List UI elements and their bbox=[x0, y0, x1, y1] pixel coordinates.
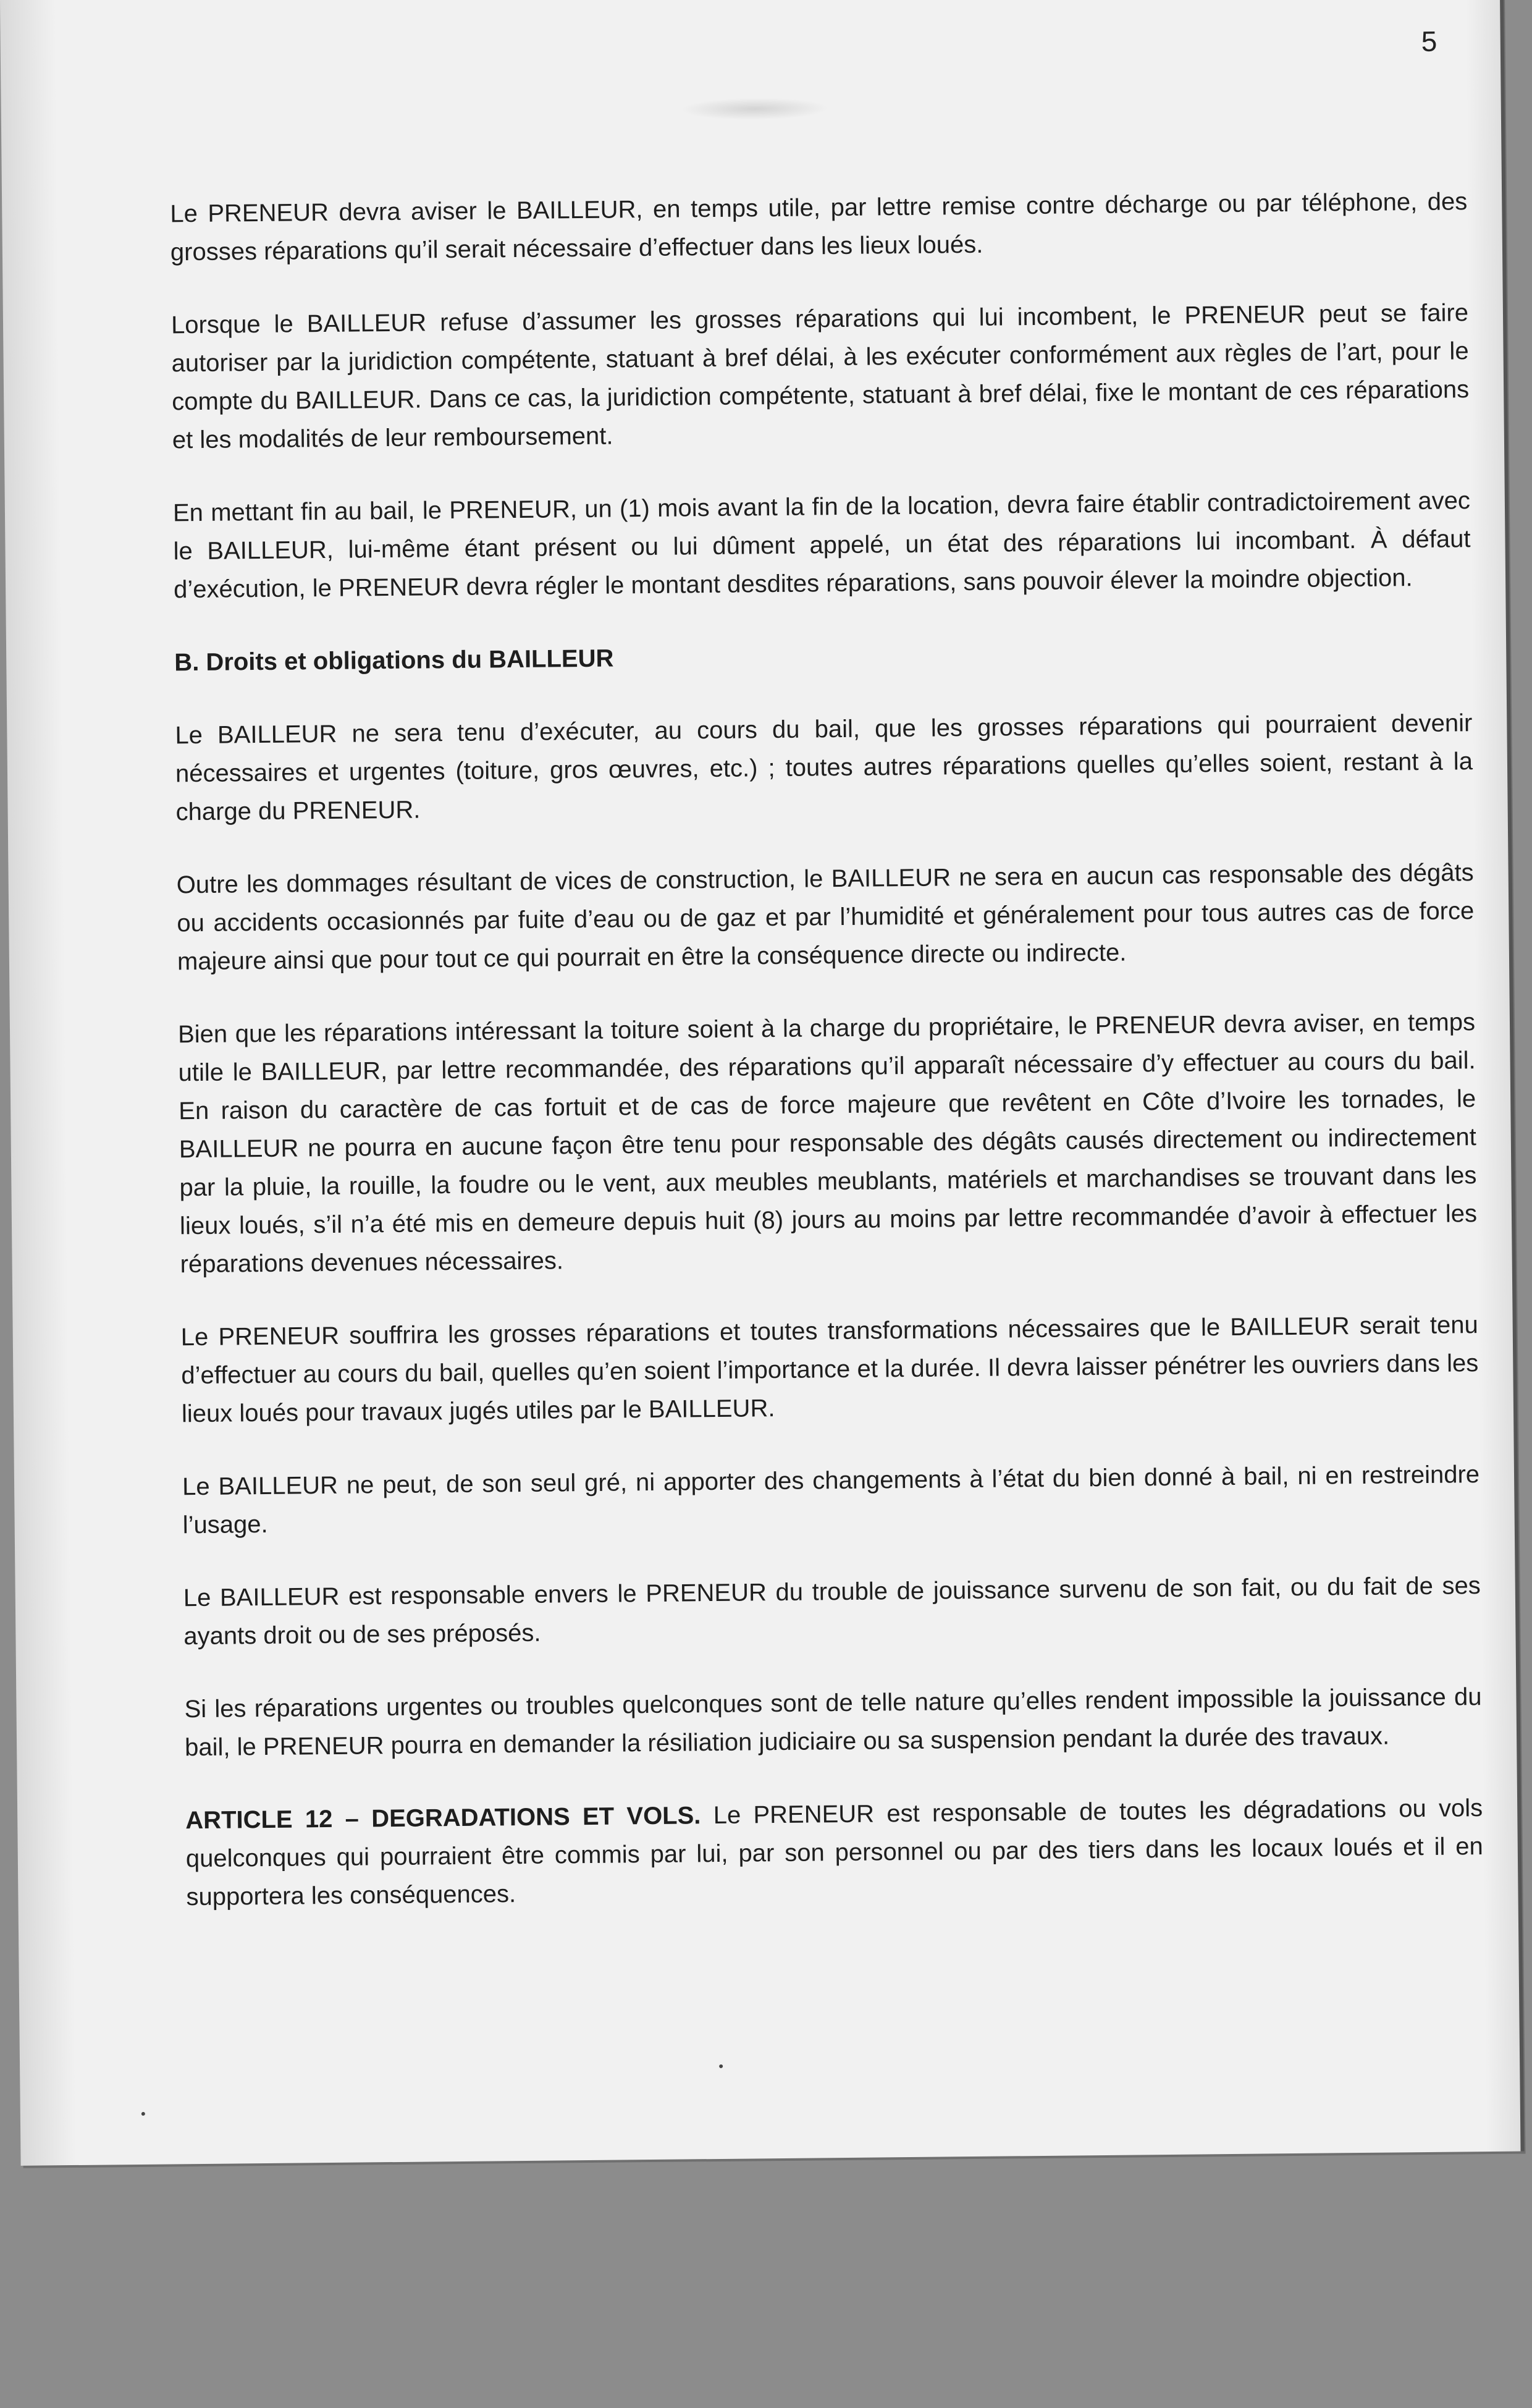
paragraph-article-12 bbox=[185, 1789, 1484, 1916]
body-text bbox=[170, 182, 1484, 1951]
header-smudge bbox=[681, 97, 829, 120]
paragraph-damages-liability: Outre les dommages résultant de vices de construction, le BAILLEUR ne sera en aucun cas responsable des dégâts ou accidents occasionnés par fuite d’eau ou de gaz et par l’humidité et généralement pour tous autres cas de force majeure ainsi que pour tout ce qui pourrait en être la conséquence directe ou indirecte. bbox=[176, 859, 1475, 976]
scan-speck bbox=[719, 2064, 723, 2068]
paragraph-no-changes: Le BAILLEUR ne peut, de son seul gré, ni apporter des changements à l’état du bien donné à bail, ni en restreindre l’usage. bbox=[182, 1461, 1480, 1539]
paragraph-refusal-repairs: Lorsque le BAILLEUR refuse d’assumer les grosses réparations qui lui incombent, le PRENEUR peut se faire autoriser par la juridiction compétente, statuant à bref délai, à les exécuter conformément aux règles de l’art, pour le compte du BAILLEUR. Dans ce cas, la juridiction compétente, statuant à bref délai, fixe le montant de ces réparations et les modalités de leur remboursement. bbox=[170, 299, 1470, 454]
article-12-text: Le PRENEUR est responsable de toutes les dégradations ou vols quelconques qui pourraient être commis par lui, par son personnel ou par des tiers dans les locaux loués et il en supportera les conséquences. bbox=[185, 1794, 1484, 1911]
paragraph-urgent-repairs: Si les réparations urgentes ou troubles quelconques sont de telle nature qu’elles rendent impossible la jouissance du bail, le PRENEUR pourra en demander la résiliation judiciaire ou sa suspension pendant la durée des travaux. bbox=[184, 1683, 1482, 1762]
paragraph-roof-repairs: Bien que les réparations intéressant la toiture soient à la charge du propriétaire, le PRENEUR devra aviser, en temps utile le BAILLEUR, par lettre recommandée, des réparations qu’il apparaît nécessaire d’y effectuer au cours du bail. En raison du caractère de cas fortuit et de cas de force majeure que revêtent en Côte d’Ivoire les tornades, le BAILLEUR ne pourra en aucune façon être tenu pour responsable des dégâts causés directement ou indirectement par la pluie, la rouille, la foudre ou le vent, aux meubles meublants, matériels et marchandises se trouvant dans les lieux loués, s’il n’a été mis en demeure depuis huit (8) jours au moins par lettre recommandée d’avoir à effectuer les réparations devenues nécessaires. bbox=[177, 1008, 1478, 1278]
paragraph-landlord-responsible: Le BAILLEUR est responsable envers le PRENEUR du trouble de jouissance survenu de son fait, ou du fait de ses ayants droit ou de ses préposés. bbox=[183, 1572, 1481, 1650]
paragraph-end-of-lease: En mettant fin au bail, le PRENEUR, un (1) mois avant la fin de la location, devra faire établir contradictoirement avec le BAILLEUR, lui-même étant présent ou lui dûment appelé, un état des réparations lui incombant. À défaut d’exécution, le PRENEUR devra régler le montant desdites réparations, sans pouvoir élever la moindre objection. bbox=[172, 487, 1471, 604]
paragraph-tenant-tolerates: Le PRENEUR souffrira les grosses réparations et toutes transformations nécessaires que le BAILLEUR serait tenu d’effectuer au cours du bail, quelles qu’en soient l’importance et la durée. Il devra laisser pénétrer les ouvriers dans les lieux loués pour travaux jugés utiles par le BAILLEUR. bbox=[180, 1311, 1479, 1428]
page-number: 5 bbox=[1421, 25, 1437, 57]
section-heading-b: B. Droits et obligations du BAILLEUR bbox=[174, 644, 614, 677]
paragraph-major-repairs: Le BAILLEUR ne sera tenu d’exécuter, au cours du bail, que les grosses réparations qui pourraient devenir nécessaires et urgentes (toiture, gros œuvres, etc.) ; toutes autres réparations quelles qu’elles soient, restant à la charge du PRENEUR. bbox=[175, 709, 1473, 826]
article-12-title: ARTICLE 12 – DEGRADATIONS ET VOLS. bbox=[185, 1802, 701, 1835]
scan-speck bbox=[141, 2112, 145, 2116]
paragraph-notify-repairs: Le PRENEUR devra aviser le BAILLEUR, en temps utile, par lettre remise contre décharge ou par téléphone, des grosses réparations qu’il serait nécessaire d’effectuer dans les lieux loués. bbox=[170, 188, 1468, 266]
